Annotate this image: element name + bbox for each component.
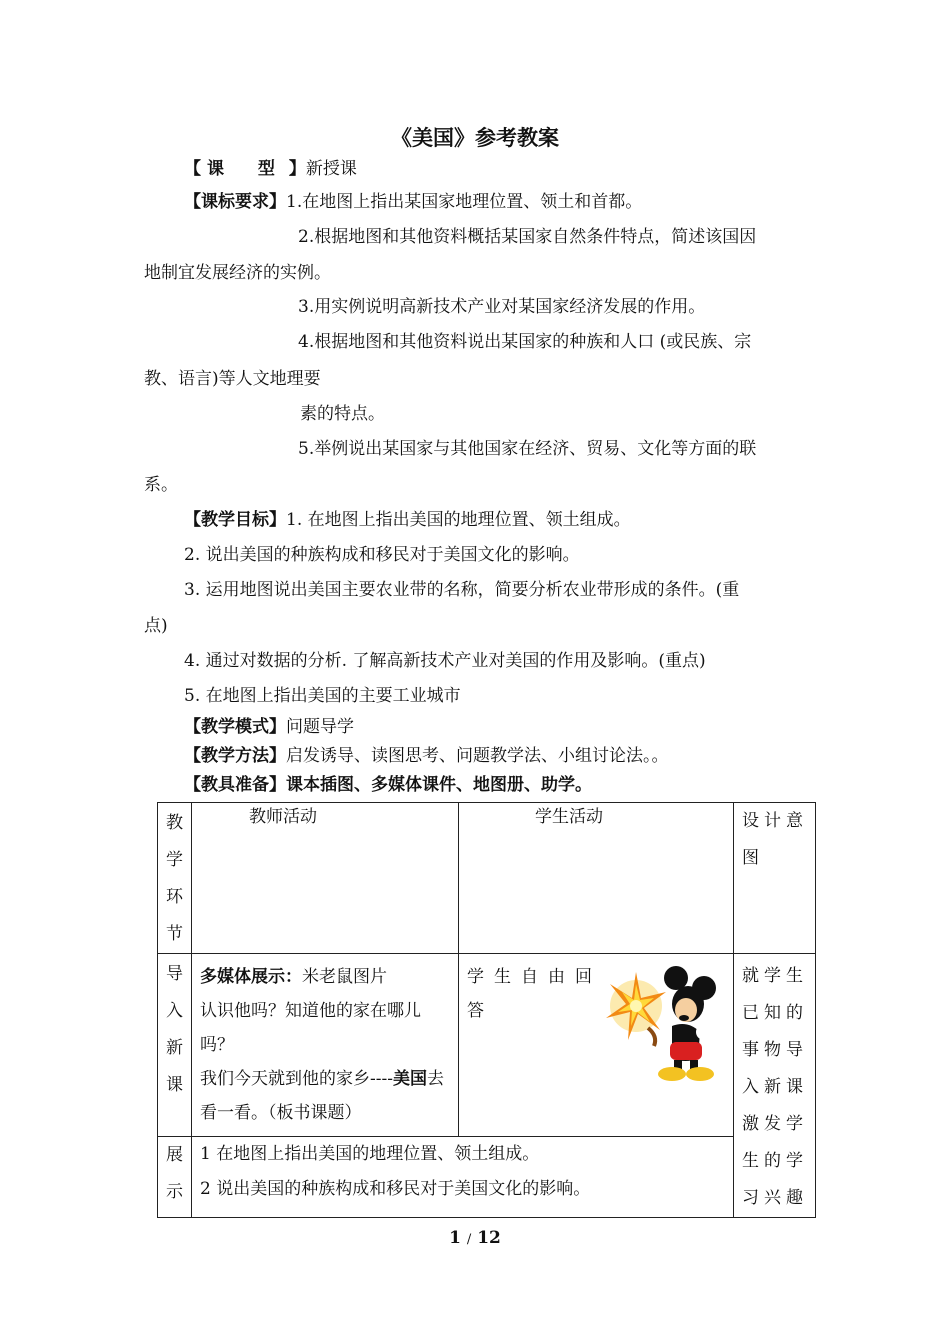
row1-student-cell: 学生自由回答 bbox=[459, 954, 734, 1137]
header-design-cell: 设计意图 bbox=[734, 803, 816, 954]
mickey-figure bbox=[648, 966, 716, 1081]
goals-line-3b: 点) bbox=[144, 616, 168, 636]
row1-stage-cell: 导 入 新 课 bbox=[158, 954, 192, 1137]
mickey-mouse-image bbox=[600, 962, 716, 1084]
header-teacher-cell: 教师活动 bbox=[192, 803, 459, 954]
goals-line-1: 【教学目标】1. 在地图上指出美国的地理位置、领土组成。 bbox=[184, 510, 631, 530]
goals-line-2: 2. 说出美国的种族构成和移民对于美国文化的影响。 bbox=[184, 545, 580, 565]
standards-line-3: 3.用实例说明高新技术产业对某国家经济发展的作用。 bbox=[298, 297, 706, 317]
row1-teacher-cell: 多媒体展示：米老鼠图片 认识他吗？知道他的家在哪儿吗？ 我们今天就到他的家乡----美国去看一看。（板书课题） bbox=[192, 954, 459, 1137]
standards-line-5a: 5.举例说出某国家与其他国家在经济、贸易、文化等方面的联 bbox=[298, 439, 757, 459]
standards-line-4a: 4.根据地图和其他资料说出某国家的种族和人口 (或民族、宗 bbox=[298, 332, 752, 352]
goals-line-4: 4. 通过对数据的分析. 了解高新技术产业对美国的作用及影响。(重点) bbox=[184, 651, 706, 671]
table-header-row bbox=[158, 803, 816, 954]
page-title: 《美国》参考教案 bbox=[391, 126, 559, 150]
table-row bbox=[158, 954, 816, 1137]
standards-line-4c: 素的特点。 bbox=[300, 404, 385, 424]
mode-line: 【教学模式】问题导学 bbox=[184, 717, 354, 737]
row1-design-cell: 就学生已知的事物导入新课激发学生的学习兴趣 bbox=[734, 954, 816, 1218]
header-stage-cell: 教 学 环 节 bbox=[158, 803, 192, 954]
table-row bbox=[158, 1136, 816, 1217]
tools-line: 【教具准备】课本插图、多媒体课件、地图册、助学。 bbox=[184, 775, 592, 795]
goals-line-5: 5. 在地图上指出美国的主要工业城市 bbox=[184, 686, 461, 706]
standards-line-2a: 2.根据地图和其他资料概括某国家自然条件特点，简述该国因 bbox=[298, 227, 757, 247]
lesson-table bbox=[157, 802, 816, 1218]
row2-stage-cell: 展 示 bbox=[158, 1136, 192, 1217]
standards-line-2b: 地制宜发展经济的实例。 bbox=[144, 263, 331, 283]
goals-line-3a: 3. 运用地图说出美国主要农业带的名称，简要分析农业带形成的条件。(重 bbox=[184, 580, 740, 600]
standards-line-4b: 教、语言)等人文地理要 bbox=[144, 369, 321, 389]
standards-line-5b: 系。 bbox=[144, 475, 178, 495]
page-number: 1 / 12 bbox=[449, 1228, 501, 1248]
firework-sparkle bbox=[606, 972, 666, 1040]
row2-content-cell: 1 在地图上指出美国的地理位置、领土组成。 2 说出美国的种族构成和移民对于美国文化的影响。 bbox=[192, 1136, 734, 1217]
course-type-line: 【 课 型】新授课 bbox=[184, 159, 357, 179]
methods-line: 【教学方法】启发诱导、读图思考、问题教学法、小组讨论法。。 bbox=[184, 746, 669, 766]
standards-line-1: 【课标要求】1.在地图上指出某国家地理位置、领土和首都。 bbox=[184, 192, 643, 212]
header-student-cell: 学生活动 bbox=[459, 803, 734, 954]
